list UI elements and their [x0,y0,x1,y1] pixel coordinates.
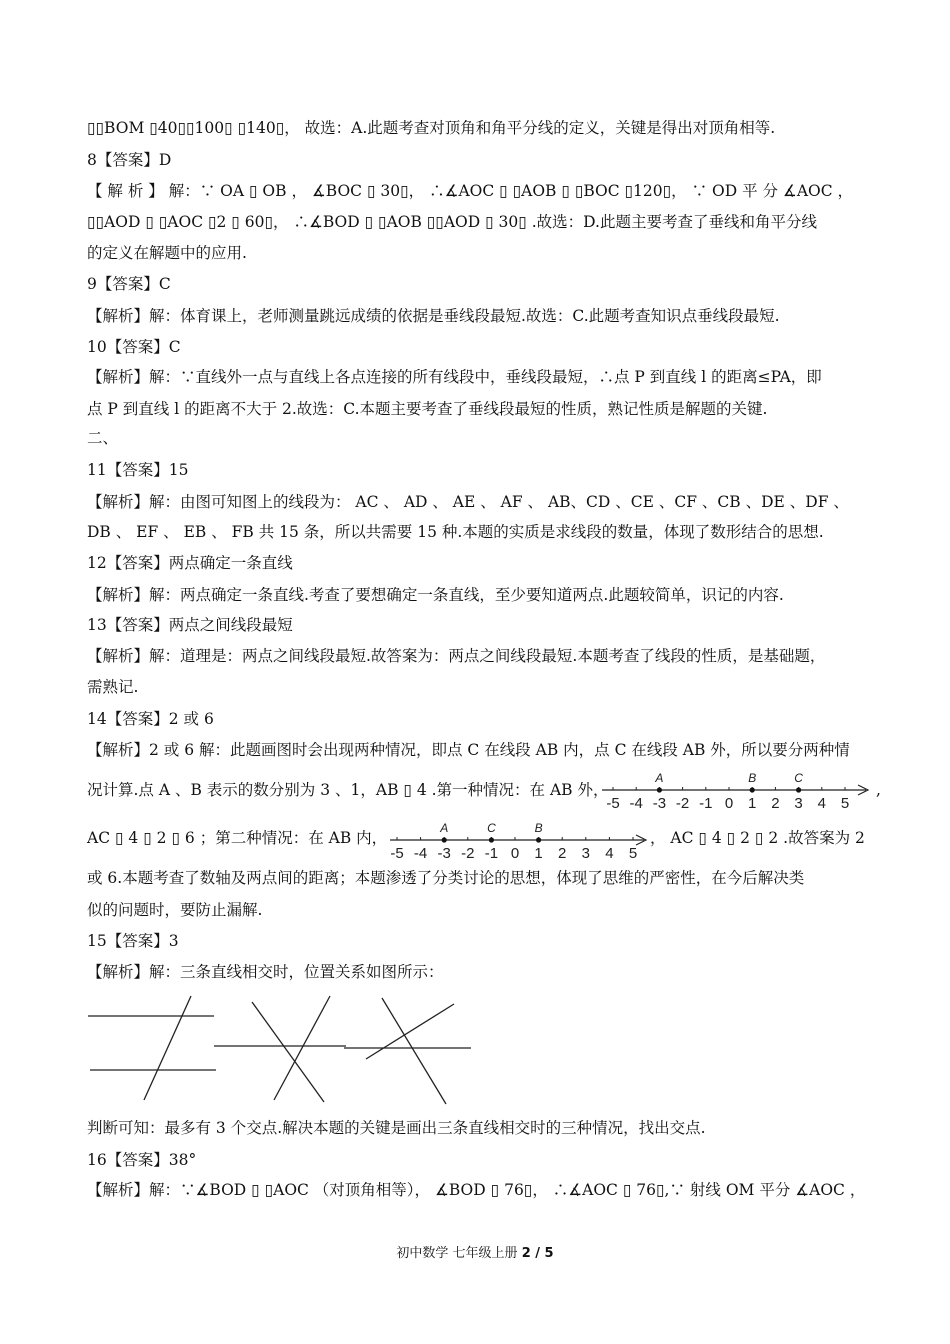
point-label-c: C [487,821,496,835]
text-line-23: AC ▯ 4 ▯ 2 ▯ 6 ；第二种情况：在 AB 内， [87,829,388,847]
text-line-22-trail: , [876,781,881,799]
section-heading-2: 二、 [87,429,119,447]
answer-12: 12【答案】两点确定一条直线 [87,554,293,572]
point-label-b: B [534,821,543,835]
diagonal-line-2a [252,1002,324,1102]
tick-label: -2 [461,845,475,862]
answer-8: 8【答案】D [87,151,172,169]
point-dot-b [536,837,541,842]
text-line-16: 【解析】解：两点确定一条直线.考查了要想确定一条直线，至少要知道两点.此题较简单，识记的内容. [87,586,784,604]
answer-11: 11【答案】15 [87,461,189,479]
answer-13: 13【答案】两点之间线段最短 [87,616,293,634]
answer-16: 16【答案】38° [87,1151,197,1169]
text-line-5: 的定义在解题中的应用. [87,244,247,262]
point-dot-c [489,837,494,842]
tick-label: 5 [840,795,850,812]
text-line-30: 【解析】解：∵∡BOD ▯ ▯AOC （对顶角相等）， ∡BOD ▯ 76▯， ∴∡AOC ▯ 76▯,∵ 射线 OM 平分 ∡AOC ， [87,1181,866,1199]
text-line-4: ▯▯AOD ▯ ▯AOC ▯2 ▯ 60▯， ∴∡BOD ▯ ▯AOB ▯▯AOD ▯ 30▯ .故选：D.此题主要考查了垂线和角平分线 [87,213,817,231]
text-line-14: DB 、 EF 、 EB 、 FB 共 15 条，所以共需要 15 种.本题的实质是求线段的数量，体现了数形结合的思想. [87,523,824,541]
tick-label: 3 [794,795,803,812]
three-lines-figure [86,994,476,1109]
text-line-25: 似的问题时，要防止漏解. [87,901,263,919]
text-line-18: 【解析】解：道理是：两点之间线段最短.故答案为：两点之间线段最短.本题考查了线段的性质，是基础题， [87,647,826,665]
point-dot-a [442,837,447,842]
text-line-13: 【解析】解：由图可知图上的线段为： AC 、 AD 、 AE 、 AF 、 AB、CD 、CE 、CF 、CB 、DE 、DF 、 [87,493,849,511]
tick-label: 5 [628,845,638,862]
tick-label: -4 [413,845,428,862]
tick-label: 1 [748,795,757,812]
tick-label: 4 [605,845,614,862]
tick-label: -3 [652,795,667,812]
answer-10: 10【答案】C [87,338,181,356]
point-label-a: A [440,821,449,835]
point-label-a: A [655,771,664,785]
point-dot-a [657,787,662,792]
answer-15: 15【答案】3 [87,932,179,950]
text-line-24: 或 6.本题考查了数轴及两点间的距离；本题渗透了分类讨论的思想，体现了思维的严密性，在今后解决类 [87,869,805,887]
footer-text: 初中数学 七年级上册 [396,1246,522,1261]
text-line-10: 点 P 到直线 l 的距离不大于 2.故选：C.本题主要考查了垂线段最短的性质，熟记性质是解题的关键. [87,400,768,418]
answer-9: 9【答案】C [87,275,171,293]
text-line-1: ▯▯BOM ▯40▯▯100▯ ▯140▯， 故选：A.此题考查对顶角和角平分线的定义，关键是得出对顶角相等. [87,119,776,137]
tick-label: 4 [817,795,826,812]
text-line-22: 况计算.点 A 、B 表示的数分别为 3 、1，AB ▯ 4 .第一种情况：在 AB 外， [87,781,609,799]
text-line-3: 【 解 析 】 解：∵ OA ▯ OB ， ∡BOC ▯ 30▯， ∴∡AOC ▯ ▯AOB ▯ ▯BOC ▯120▯， ∵ OD 平 分 ∡AOC ， [87,182,854,200]
text-line-27: 【解析】解：三条直线相交时，位置关系如图所示： [87,963,444,981]
tick-label: 0 [724,795,734,812]
tick-label: -5 [606,795,620,812]
point-label-c: C [794,771,803,785]
text-line-28: 判断可知：最多有 3 个交点.解决本题的关键是画出三条直线相交时的三种情况，找出交点. [87,1119,706,1137]
tick-label: 2 [771,795,780,812]
tick-label: -1 [699,795,713,812]
diagonal-line-3a [366,1004,454,1059]
tick-label: -3 [437,845,451,862]
tick-label: -1 [484,845,499,862]
tick-label: -4 [629,795,643,812]
text-line-23-trail: ， AC ▯ 4 ▯ 2 ▯ 2 .故答案为 2 [650,829,865,847]
answer-14: 14【答案】2 或 6 [87,710,214,728]
tick-label: -5 [390,845,404,862]
point-dot-c [796,787,801,792]
diagonal-line-2b [274,996,330,1100]
page-number: 2 / 5 [521,1246,554,1261]
text-line-9: 【解析】解：∵直线外一点与直线上各点连接的所有线段中，垂线段最短，∴点 P 到直线 l 的距离≤PA，即 [87,368,822,386]
number-line-inside [388,814,650,872]
text-line-21: 【解析】2 或 6 解：此题画图时会出现两种情况，即点 C 在线段 AB 内，点 C 在线段 AB 外，所以要分两种情 [87,741,850,759]
diagonal-line-3b [382,998,446,1104]
tick-label: 0 [510,845,520,862]
transversal-line [144,996,191,1100]
tick-label: 3 [581,845,590,862]
tick-label: 1 [534,845,543,862]
tick-label: 2 [558,845,567,862]
text-line-19: 需熟记. [87,678,139,696]
text-line-7: 【解析】解：体育课上，老师测量跳远成绩的依据是垂线段最短.故选：C.此题考查知识点垂线段最短. [87,307,780,325]
page-footer [0,1242,950,1261]
tick-label: -2 [675,795,690,812]
point-label-b: B [748,771,757,785]
point-dot-b [750,787,755,792]
